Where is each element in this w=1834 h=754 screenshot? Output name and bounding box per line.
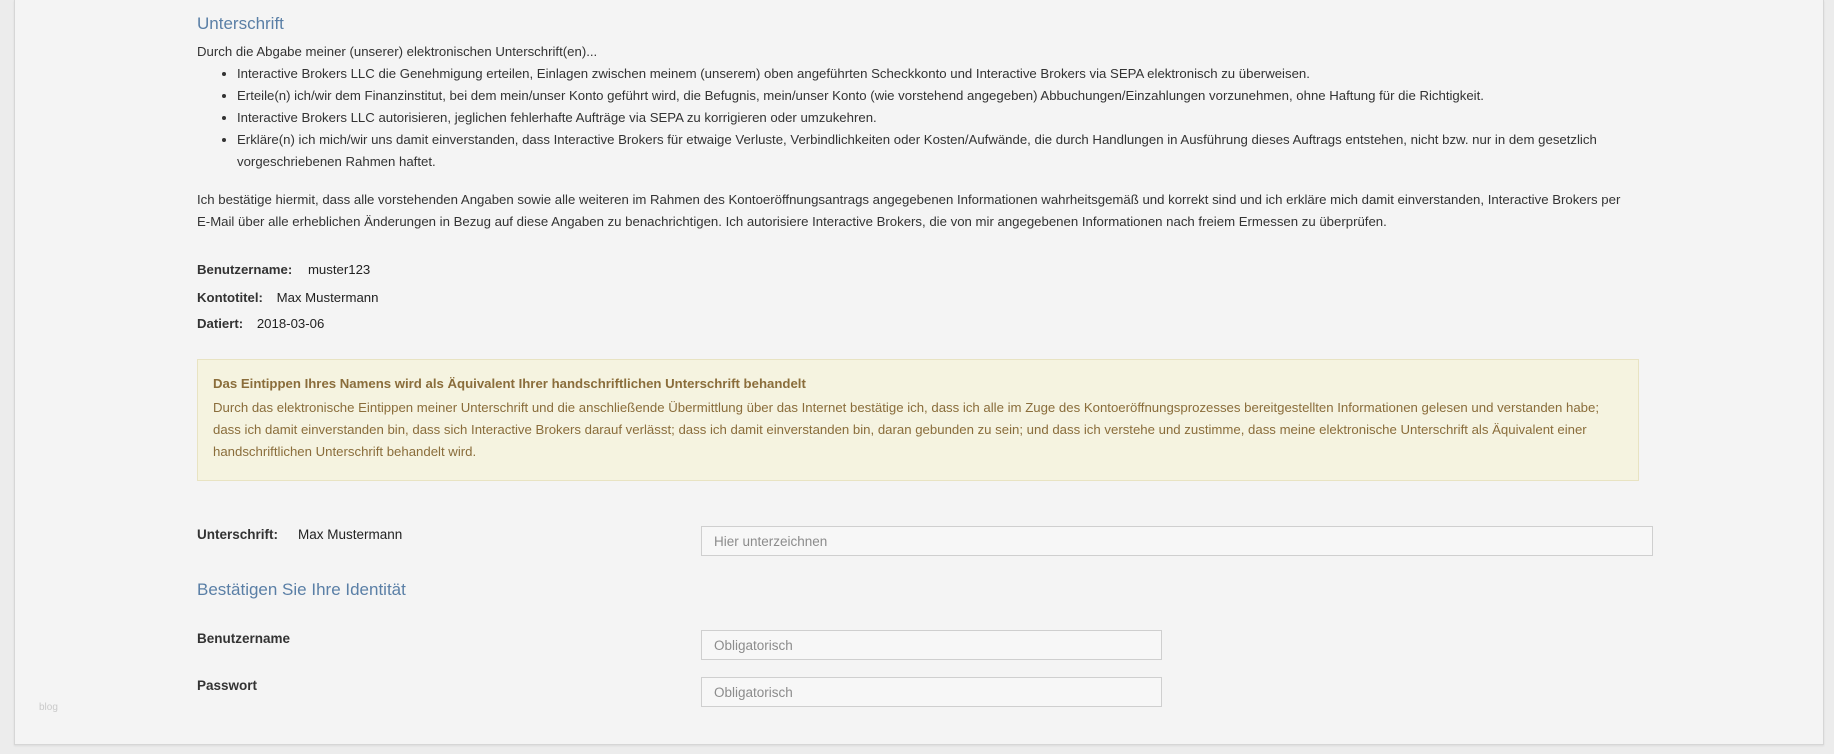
account-title-label: Kontotitel: [197, 290, 263, 305]
username-info-label: Benutzername: [197, 262, 293, 277]
account-title-row [197, 290, 378, 305]
identity-username-input[interactable] [701, 630, 1162, 660]
terms-list-item: • Interactive Brokers LLC autorisieren, jeglichen fehlerhafte Aufträge via SEPA zu korrigieren oder umzukehren. [237, 107, 1677, 129]
form-panel [14, 0, 1824, 745]
notice-body: Durch das elektronische Eintippen meiner Unterschrift und die anschließende Übermittlung über das Internet bestätige ich, dass ich alle im Zuge des Kontoeröffnungsprozesses bereitgestellten Informationen gelesen und verstanden habe; dass ich damit einverstanden bin, dass sich Interactive Brokers darauf verlässt; dass ich damit einverstanden bin, daran gebunden zu sein; und dass ich verstehe und zustimme, dass meine elektronische Unterschrift als Äquivalent einer handschriftlichen Unterschrift behandelt wird. [213, 400, 1599, 459]
username-info-row [197, 262, 370, 277]
signature-section-title: Unterschrift [197, 14, 284, 33]
signature-name: Max Mustermann [298, 527, 403, 542]
terms-list-item: • Interactive Brokers LLC die Genehmigung erteilen, Einlagen zwischen meinem (unserem) oben angeführten Scheckkonto und Interactive Brokers via SEPA elektronisch zu überweisen. [237, 63, 1677, 85]
date-value: 2018-03-06 [256, 316, 325, 331]
date-label: Datiert: [197, 316, 244, 331]
terms-list-item: • Erkläre(n) ich mich/wir uns damit einverstanden, dass Interactive Brokers für etwaige Verluste, Verbindlichkeiten oder Kosten/Aufwände, die durch Handlungen in Ausführung dieses Auftrags entstehen, nicht bzw. nur in dem gesetzlich vorgeschriebenen Rahmen haftet. [237, 129, 1677, 173]
confirmation-text: Ich bestätige hiermit, dass alle vorstehenden Angaben sowie alle weiteren im Rahmen des Kontoeröffnungsantrags angegebenen Informationen wahrheitsgemäß und korrekt sind und ich erkläre mich damit einverstanden, Interactive Brokers per E-Mail über alle erheblichen Änderungen in Bezug auf diese Angaben zu benachrichtigen. Ich autorisiere Interactive Brokers, die von mir angegebenen Informationen nach freiem Ermessen zu überprüfen. [197, 192, 1621, 229]
identity-username-label: Benutzername [197, 631, 291, 646]
username-info-value: muster123 [307, 262, 371, 277]
identity-password-input[interactable] [701, 677, 1162, 707]
watermark-text: blog [39, 702, 58, 713]
signature-label: Unterschrift: [197, 527, 279, 542]
date-row [197, 316, 324, 331]
signature-intro: Durch die Abgabe meiner (unserer) elektronischen Unterschrift(en)... [197, 44, 598, 59]
identity-section-title: Bestätigen Sie Ihre Identität [197, 580, 406, 599]
signature-notice-box [197, 359, 1639, 481]
terms-list-item: • Erteile(n) ich/wir dem Finanzinstitut, bei dem mein/unser Konto geführt wird, die Befugnis, mein/unser Konto (wie vorstehend angegeben) Abbuchungen/Einzahlungen vorzunehmen, ohne Haftung für die Richtigkeit. [237, 85, 1677, 107]
signature-input[interactable] [701, 526, 1653, 556]
identity-password-label: Passwort [197, 678, 258, 693]
notice-title: Das Eintippen Ihres Namens wird als Äquivalent Ihrer handschriftlichen Unterschrift behandelt [213, 376, 806, 391]
account-title-value: Max Mustermann [276, 290, 379, 305]
terms-list [197, 63, 1677, 173]
